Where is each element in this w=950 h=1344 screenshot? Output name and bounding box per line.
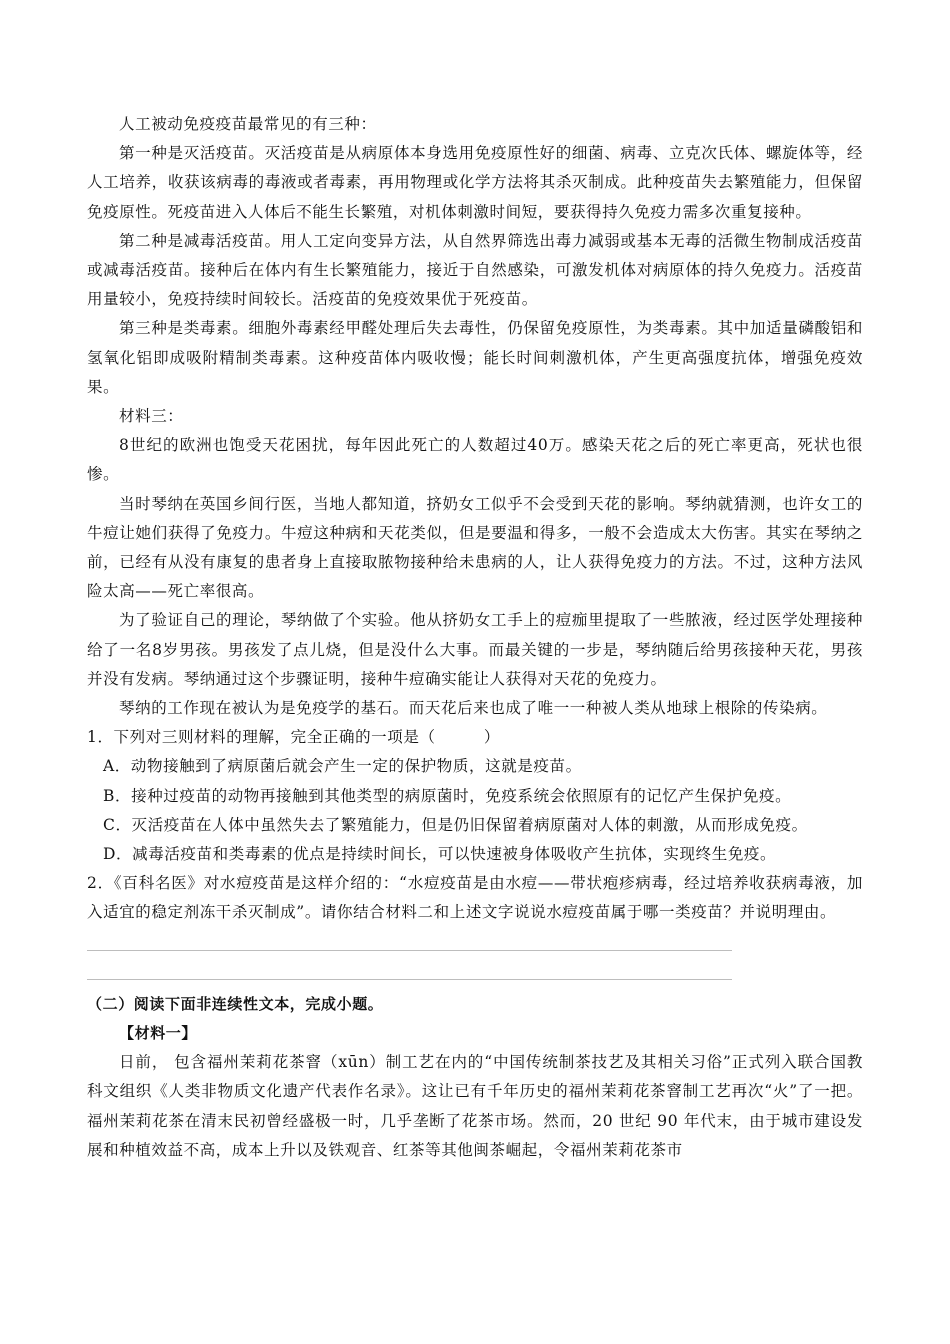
section-2-material1-paragraph: 日前， 包含福州茉莉花茶窨（xūn）制工艺在内的“中国传统制茶技艺及其相关习俗”正式列入联合国教科文组织《人类非物质文化遗产代表作名录》。这让已有千年历史的福州茉莉花茶窨制工艺再次“火”了一把。福州茉莉花茶在清末民初曾经盛极一时，几乎垄断了花茶市场。然而，20 世纪 90 年代末，由于城市建设发展和种植效益不高，成本上升以及铁观音、红茶等其他闽茶崛起，令福州茉莉花茶市 [87,1053,863,1159]
material2-inactivated-vaccine: 第一种是灭活疫苗。灭活疫苗是从病原体本身选用免疫原性好的细菌、病毒、立克次氏体、螺旋体等，经人工培养，收获该病毒的毒液或者毒素，再用物理或化学方法将其杀灭制成。此种疫苗失去繁殖能力，但保留免疫原性。死疫苗进入人体后不能生长繁殖，对机体刺激时间短，要获得持久免疫力需多次重复接种。 [87,144,863,221]
section-2-material1-heading: 【材料一】 [119,1023,198,1042]
question-2-stem: 2．《百科名医》对水痘疫苗是这样介绍的：“水痘疫苗是由水痘——带状疱疹病毒，经过培养收获病毒液，加入适宜的稳定剂冻干杀灭制成”。请你结合材料二和上述文字说说水痘疫苗属于哪一类疫苗？并说明理由。 [87,874,863,922]
material2-toxoid: 第三种是类毒素。细胞外毒素经甲醛处理后失去毒性，仍保留免疫原性，为类毒素。其中加适量磷酸铝和氢氧化铝即成吸附精制类毒素。这种疫苗体内吸收慢；能长时间刺激机体，产生更高强度抗体，增强免疫效果。 [87,319,863,396]
section-2-title: （二）阅读下面非连续性文本，完成小题。 [87,994,384,1013]
question-1-option-b: B．接种过疫苗的动物再接触到其他类型的病原菌时，免疫系统会依照原有的记忆产生保护免疫。 [103,786,792,805]
question-1-stem: 1．下列对三则材料的理解，完全正确的一项是（ ） [87,728,500,747]
question-1-option-d: D．减毒活疫苗和类毒素的优点是持续时间长，可以快速被身体吸收产生抗体，实现终生免疫。 [103,845,777,864]
material2-intro: 人工被动免疫疫苗最常见的有三种： [119,115,377,133]
material3-paragraph-4: 琴纳的工作现在被认为是免疫学的基石。而天花后来也成了唯一一种被人类从地球上根除的传染病。 [119,699,828,718]
document-body [87,110,863,1165]
answer-line-2 [87,979,732,980]
material2-live-attenuated-vaccine: 第二种是减毒活疫苗。用人工定向变异方法，从自然界筛选出毒力减弱或基本无毒的活微生物制成活疫苗或减毒活疫苗。接种后在体内有生长繁殖能力，接近于自然感染，可激发机体对病原体的持久免疫力。活疫苗用量较小，免疫持续时间较长。活疫苗的免疫效果优于死疫苗。 [87,231,863,309]
material3-paragraph-3: 为了验证自己的理论，琴纳做了个实验。他从挤奶女工手上的痘痂里提取了一些脓液，经过医学处理接种给了一名8岁男孩。男孩发了点儿烧，但是没什么大事。而最关键的一步是，琴纳随后给男孩接种天花，男孩并没有发病。琴纳通过这个步骤证明，接种牛痘确实能让人获得对天花的免疫力。 [87,611,863,688]
material3-paragraph-2: 当时琴纳在英国乡间行医，当地人都知道，挤奶女工似乎不会受到天花的影响。琴纳就猜测，也许女工的牛痘让她们获得了免疫力。牛痘这种病和天花类似，但是要温和得多，一般不会造成太大伤害。其实在琴纳之前，已经有从没有康复的患者身上直接取脓物接种给未患病的人，让人获得免疫力的方法。不过，这种方法风险太高——死亡率很高。 [87,494,863,601]
question-1-option-c: C．灭活疫苗在人体中虽然失去了繁殖能力，但是仍旧保留着病原菌对人体的刺激，从而形成免疫。 [103,815,808,834]
question-1-option-a: A．动物接触到了病原菌后就会产生一定的保护物质，这就是疫苗。 [103,757,582,776]
material3-heading: 材料三： [119,407,184,426]
material3-paragraph-1: 8世纪的欧洲也饱受天花困扰，每年因此死亡的人数超过40万。感染天花之后的死亡率更高，死状也很惨。 [87,436,863,484]
